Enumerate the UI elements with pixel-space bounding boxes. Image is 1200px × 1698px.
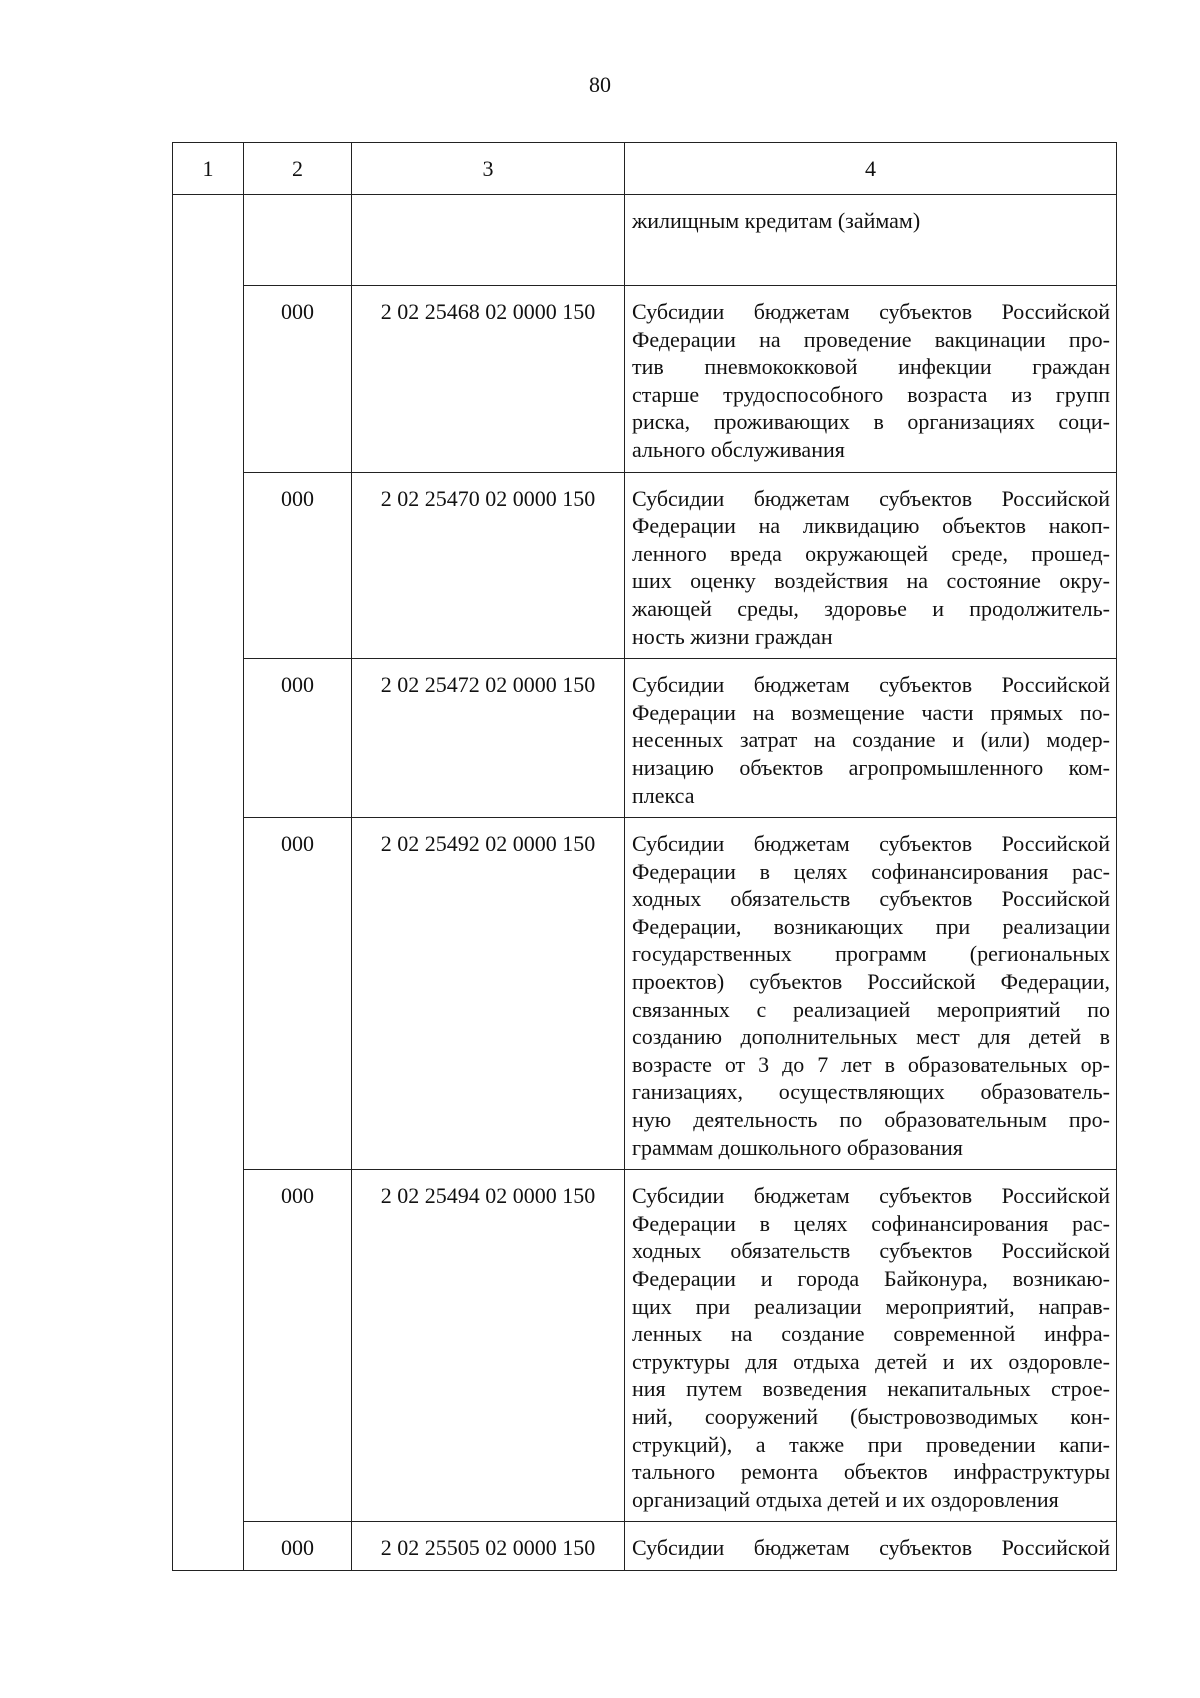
description-line: струкций), а также при проведении капи- — [632, 1431, 1110, 1457]
table-row — [173, 472, 1117, 659]
description-line: Федерации, возникающих при реализации — [632, 913, 1110, 939]
admin-code-cell: 000 — [244, 1170, 352, 1522]
description-cell — [625, 1522, 1117, 1571]
description-line: ленного вреда окружающей среде, прошед- — [632, 540, 1110, 566]
budget-code-cell: 2 02 25470 02 0000 150 — [352, 472, 625, 659]
description-line: государственных программ (региональных — [632, 941, 1110, 967]
description-cell — [625, 818, 1117, 1170]
budget-code-cell: 2 02 25472 02 0000 150 — [352, 659, 625, 818]
budget-code-cell: 2 02 25505 02 0000 150 — [352, 1522, 625, 1571]
description-line: Субсидии бюджетам субъектов Российской — [632, 672, 1110, 698]
table-row — [173, 286, 1117, 473]
description-line: ального обслуживания — [632, 436, 845, 462]
description-line: тив пневмококковой инфекции граждан — [632, 354, 1110, 380]
description-line: Субсидии бюджетам субъектов Российской — [632, 485, 1110, 511]
description-line: несенных затрат на создание и (или) модер- — [632, 727, 1110, 753]
description-line: ленных на создание современной инфра- — [632, 1321, 1110, 1347]
description-line: плекса — [632, 782, 695, 808]
description-line: щих при реализации мероприятий, направ- — [632, 1293, 1110, 1319]
description-line: старше трудоспособного возраста из групп — [632, 381, 1110, 407]
header-cell-4: 4 — [625, 143, 1117, 195]
description-line: Федерации в целях софинансирования рас- — [632, 858, 1110, 884]
description-line: жилищным кредитам (займам) — [632, 208, 921, 233]
description-line: Федерации на ликвидацию объектов накоп- — [632, 513, 1110, 539]
admin-code-cell — [244, 195, 352, 286]
description-line: проектов) субъектов Российской Федерации, — [632, 969, 1110, 995]
description-line: Федерации и города Байконура, возникаю- — [632, 1266, 1110, 1291]
description-line: риска, проживающих в организациях соци- — [632, 409, 1110, 435]
budget-code-cell: 2 02 25492 02 0000 150 — [352, 818, 625, 1170]
admin-code-cell: 000 — [244, 472, 352, 659]
admin-code-cell: 000 — [244, 1522, 352, 1571]
description-cell — [625, 659, 1117, 818]
description-line: ность жизни граждан — [632, 623, 833, 649]
header-cell-3: 3 — [352, 143, 625, 195]
description-line: ходных обязательств субъектов Российской — [632, 1238, 1110, 1264]
description-line: структуры для отдыха детей и их оздоровле- — [632, 1348, 1110, 1374]
description-line: возрасте от 3 до 7 лет в образовательных ор- — [632, 1051, 1110, 1077]
table-row — [173, 659, 1117, 818]
description-line: связанных с реализацией мероприятий по — [632, 996, 1110, 1022]
budget-classification-table — [172, 142, 1117, 1571]
admin-code-cell: 000 — [244, 659, 352, 818]
admin-code-cell: 000 — [244, 818, 352, 1170]
header-cell-2: 2 — [244, 143, 352, 195]
description-line: Субсидии бюджетам субъектов Российской — [632, 831, 1110, 857]
description-line: Субсидии бюджетам субъектов Российской — [632, 1535, 1110, 1561]
description-line: ния путем возведения некапитальных строе- — [632, 1376, 1110, 1402]
table-row — [173, 195, 1117, 286]
description-line: организаций отдыха детей и их оздоровления — [632, 1486, 1059, 1512]
description-line: созданию дополнительных мест для детей в — [632, 1024, 1110, 1050]
budget-code-cell: 2 02 25468 02 0000 150 — [352, 286, 625, 473]
table-row — [173, 818, 1117, 1170]
description-line: ходных обязательств субъектов Российской — [632, 886, 1110, 912]
description-line: жающей среды, здоровье и продолжитель- — [632, 595, 1110, 621]
budget-code-cell: 2 02 25494 02 0000 150 — [352, 1170, 625, 1522]
header-cell-1: 1 — [173, 143, 244, 195]
description-line: Федерации в целях софинансирования рас- — [632, 1210, 1110, 1236]
description-line: ную деятельность по образовательным про- — [632, 1107, 1110, 1133]
description-line: тального ремонта объектов инфраструктуры — [632, 1459, 1110, 1485]
description-line: ний, сооружений (быстровозводимых кон- — [632, 1403, 1110, 1429]
description-line: ших оценку воздействия на состояние окру- — [632, 568, 1110, 594]
description-cell — [625, 472, 1117, 659]
description-line: граммам дошкольного образования — [632, 1134, 963, 1160]
description-line: ганизациях, осуществляющих образователь- — [632, 1079, 1110, 1105]
page-number: 80 — [589, 72, 611, 97]
column-1-cell — [173, 195, 244, 1571]
table-header-row — [173, 143, 1117, 195]
description-line: Федерации на проведение вакцинации про- — [632, 326, 1110, 352]
description-line: низацию объектов агропромышленного ком- — [632, 754, 1110, 780]
description-cell — [625, 286, 1117, 473]
description-line: Федерации на возмещение части прямых по- — [632, 699, 1110, 725]
description-cell — [625, 195, 1117, 286]
description-cell — [625, 1170, 1117, 1522]
admin-code-cell: 000 — [244, 286, 352, 473]
table-row — [173, 1170, 1117, 1522]
description-line: Субсидии бюджетам субъектов Российской — [632, 1183, 1110, 1209]
description-line: Субсидии бюджетам субъектов Российской — [632, 299, 1110, 324]
budget-code-cell — [352, 195, 625, 286]
table-row — [173, 1522, 1117, 1571]
